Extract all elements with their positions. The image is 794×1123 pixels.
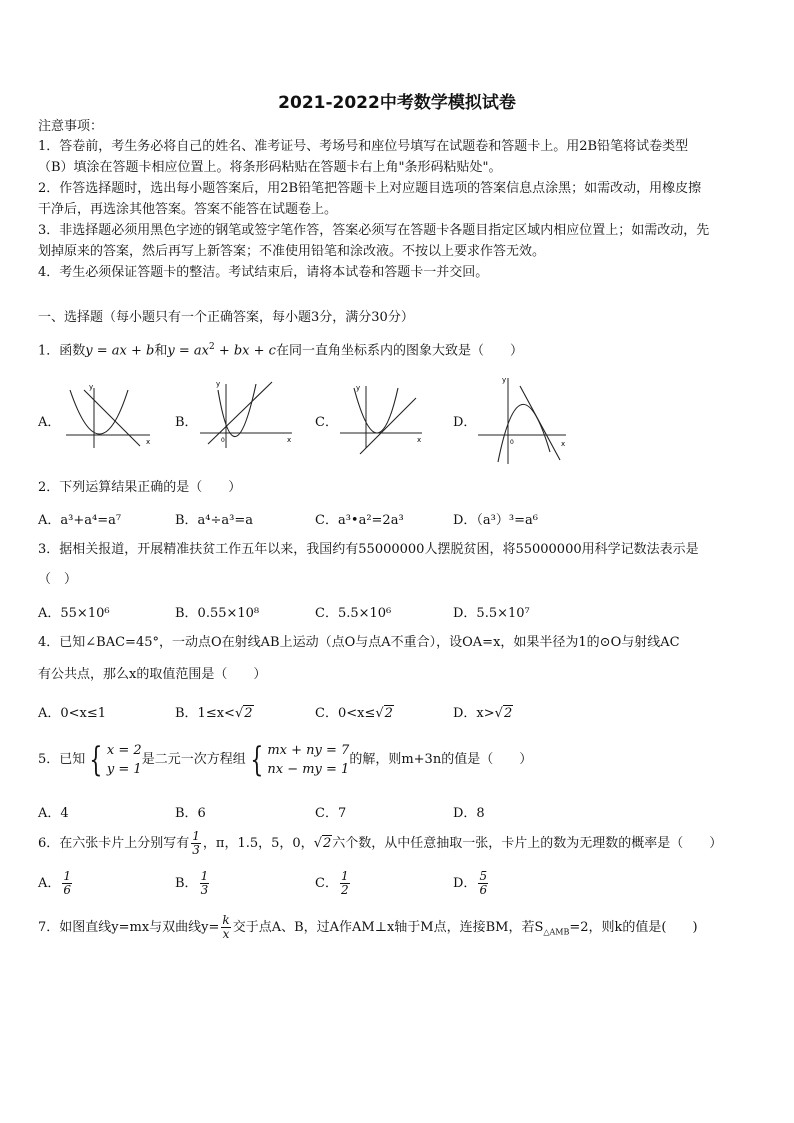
q6-option-d-numerator: 5 [479, 869, 488, 883]
q4-option-c-sqrt: √2 [375, 706, 393, 721]
q1-graph-c [336, 378, 426, 458]
q5-solution-system [107, 741, 142, 779]
q7-middle: 交于点A、B，过A作AM⊥x轴于M点，连接BM，若S [232, 920, 544, 935]
page-title: 2021-2022中考数学模拟试卷 [278, 93, 516, 113]
q4-option-c [315, 702, 394, 721]
q1-graph-c-y-label: y [356, 384, 361, 392]
q3-option-d: D．5.5×10⁷ [453, 606, 530, 621]
q1-graph-d-origin: 0 [510, 439, 514, 446]
q4-option-d-radicand: 2 [503, 706, 513, 721]
q6-middle: ，π，1.5，5，0， [202, 836, 314, 851]
q6-option-d-fraction [478, 870, 488, 897]
q4-option-d-sqrt: √2 [494, 706, 513, 721]
q5-suffix: 的解，则m+3n的值是（ ） [349, 752, 533, 767]
q2-option-d: D．（a³）³=a⁶ [453, 513, 538, 528]
q6-sqrt: √2 [313, 836, 332, 851]
q7-fraction-denominator: x [222, 927, 230, 941]
q7-prefix: 7．如图直线y=mx与双曲线y= [38, 920, 220, 935]
q7-area-subscript: △AMB [543, 927, 570, 937]
notice-line-2: （B）填涂在答题卡相应位置上。将条形码粘贴在答题卡右上角"条形码粘贴处"。 [38, 160, 502, 175]
q6-suffix: 六个数，从中任意抽取一张，卡片上的数为无理数的概率是（ ） [332, 836, 723, 851]
question-5 [38, 740, 532, 780]
q5-prefix: 5．已知 [38, 752, 86, 767]
q2-option-c: C．a³•a²=2a³ [315, 513, 404, 528]
q1-option-c-label: C． [315, 415, 338, 430]
q1-prefix: 1．函数 [38, 343, 86, 359]
q7-fraction [221, 914, 230, 941]
q1-quadratic-a: y = ax [167, 343, 209, 359]
question-3: 3．据相关报道，开展精准扶贫工作五年以来，我国约有55000000人摆脱贫困，将55000000用科学记数法表示是 [38, 542, 699, 557]
q5-option-c: C．7 [315, 806, 347, 821]
q1-quadratic-exponent: 2 [208, 342, 215, 352]
q6-option-c-numerator: 1 [340, 869, 349, 883]
q5-equation-system [267, 741, 349, 779]
notice-line-1: 1．答卷前，考生务必将自己的姓名、准考证号、考场号和座位号填写在试题卷和答题卡上。用2B铅笔将试卷类型 [38, 139, 689, 154]
q1-graph-a-y-label: y [89, 383, 94, 391]
q1-quadratic-b: + bx + c [214, 343, 276, 359]
q1-linear-function: y = ax + b [85, 343, 155, 359]
q6-option-a-fraction [62, 870, 72, 897]
q6-option-a-label: A． [38, 876, 61, 891]
q1-graph-b-x-label: x [287, 436, 292, 444]
q4-option-b-text: B．1≤x< [175, 706, 235, 721]
q5-middle: 是二元一次方程组 [141, 752, 246, 767]
q6-radicand: 2 [322, 836, 332, 851]
q6-option-a-numerator: 1 [63, 869, 72, 883]
q5-equation-2: nx − my = 1 [267, 761, 350, 777]
q1-graph-d-x-label: x [561, 440, 566, 448]
q1-option-d-label: D． [453, 415, 477, 430]
q5-option-b: B．6 [175, 806, 206, 821]
q6-fraction [191, 830, 201, 857]
question-1 [38, 337, 523, 361]
q6-option-a-denominator: 6 [63, 883, 72, 897]
q6-option-c [315, 868, 352, 900]
q6-option-d-label: D． [453, 876, 477, 891]
q6-fraction-numerator: 1 [192, 829, 200, 843]
q6-option-c-label: C． [315, 876, 338, 891]
q5-solution-y: y = 1 [106, 761, 142, 777]
notice-line-4: 干净后，再选涂其他答案。答案不能答在试题卷上。 [38, 202, 338, 217]
q6-option-a [38, 868, 74, 900]
q5-option-d: D．8 [453, 806, 485, 821]
q6-option-b-numerator: 1 [200, 869, 209, 883]
q6-option-d-denominator: 6 [479, 883, 488, 897]
question-2: 2．下列运算结果正确的是（ ） [38, 480, 242, 495]
q2-option-a: A．a³+a⁴=a⁷ [38, 513, 122, 528]
notice-heading: 注意事项： [38, 119, 104, 134]
question-6 [38, 828, 722, 860]
section-heading: 一、选择题（每小题只有一个正确答案，每小题3分，满分30分） [38, 310, 414, 325]
q5-brace-2: { [250, 739, 264, 780]
q6-option-b-fraction [200, 870, 210, 897]
q4-option-c-text: C．0<x≤ [315, 706, 376, 721]
notice-line-6: 划掉原来的答案，然后再写上新答案；不准使用铅笔和涂改液。不按以上要求作答无效。 [38, 244, 546, 259]
q6-option-c-denominator: 2 [340, 883, 349, 897]
notice-line-5: 3．非选择题必须用黑色字迹的钢笔或签字笔作答，答案必须写在答题卡各题目指定区域内相应位置上；如需改动，先 [38, 223, 710, 238]
q6-option-d [453, 868, 490, 900]
q6-option-c-fraction [340, 870, 350, 897]
q3-option-c: C．5.5×10⁶ [315, 606, 392, 621]
q4-option-d [453, 702, 513, 721]
question-4-line-2: 有公共点，那么x的取值范围是（ ） [38, 667, 267, 682]
q5-equation-1: mx + ny = 7 [267, 742, 350, 758]
q6-option-b [175, 868, 211, 900]
q3-answer-paren: （ ） [38, 572, 78, 587]
q7-fraction-numerator: k [222, 913, 230, 927]
q1-graph-b-origin: 0 [221, 437, 225, 444]
notice-line-7: 4．考生必须保证答题卡的整洁。考试结束后，请将本试卷和答题卡一并交回。 [38, 265, 489, 280]
q5-brace-1: { [89, 739, 103, 780]
q3-option-b: B．0.55×10⁸ [175, 606, 260, 621]
q4-option-c-radicand: 2 [384, 706, 393, 721]
q2-option-b: B．a⁴÷a³=a [175, 513, 254, 528]
q4-option-a: A．0<x≤1 [38, 706, 107, 721]
q5-option-a: A．4 [38, 806, 69, 821]
q1-option-b-label: B． [175, 415, 198, 430]
q4-option-b-sqrt: √2 [234, 706, 253, 721]
q4-option-b [175, 702, 254, 721]
q7-suffix: =2，则k的值是( ) [569, 920, 698, 935]
q1-and: 和 [154, 343, 168, 359]
notice-line-3: 2．作答选择题时，选出每小题答案后，用2B铅笔把答题卡上对应题目选项的答案信息点涂黑；如需改动，用橡皮擦 [38, 181, 702, 196]
question-7 [38, 912, 698, 949]
q6-prefix: 6．在六张卡片上分别写有 [38, 836, 190, 851]
q1-graph-d [474, 372, 570, 468]
q6-fraction-denominator: 3 [192, 843, 200, 857]
q1-option-a-label: A． [38, 415, 61, 430]
q5-solution-x: x = 2 [106, 742, 142, 758]
q1-graph-a [62, 378, 154, 450]
q1-graph-d-y-label: y [502, 376, 507, 384]
q1-graph-c-x-label: x [417, 436, 422, 444]
q1-suffix: 在同一直角坐标系内的图象大致是（ ） [275, 343, 523, 359]
q6-option-b-denominator: 3 [200, 883, 209, 897]
q1-graph-b [196, 376, 296, 450]
q4-option-b-radicand: 2 [244, 706, 253, 721]
q3-option-a: A．55×10⁶ [38, 606, 110, 621]
q1-graph-b-y-label: y [216, 380, 221, 388]
q1-graph-a-x-label: x [146, 438, 151, 446]
q6-option-b-label: B． [175, 876, 198, 891]
question-4-line-1: 4．已知∠BAC=45°，一动点O在射线AB上运动（点O与点A不重合），设OA=x，如果半径为1的⊙O与射线AC [38, 635, 680, 650]
q4-option-d-text: D．x> [453, 706, 495, 721]
